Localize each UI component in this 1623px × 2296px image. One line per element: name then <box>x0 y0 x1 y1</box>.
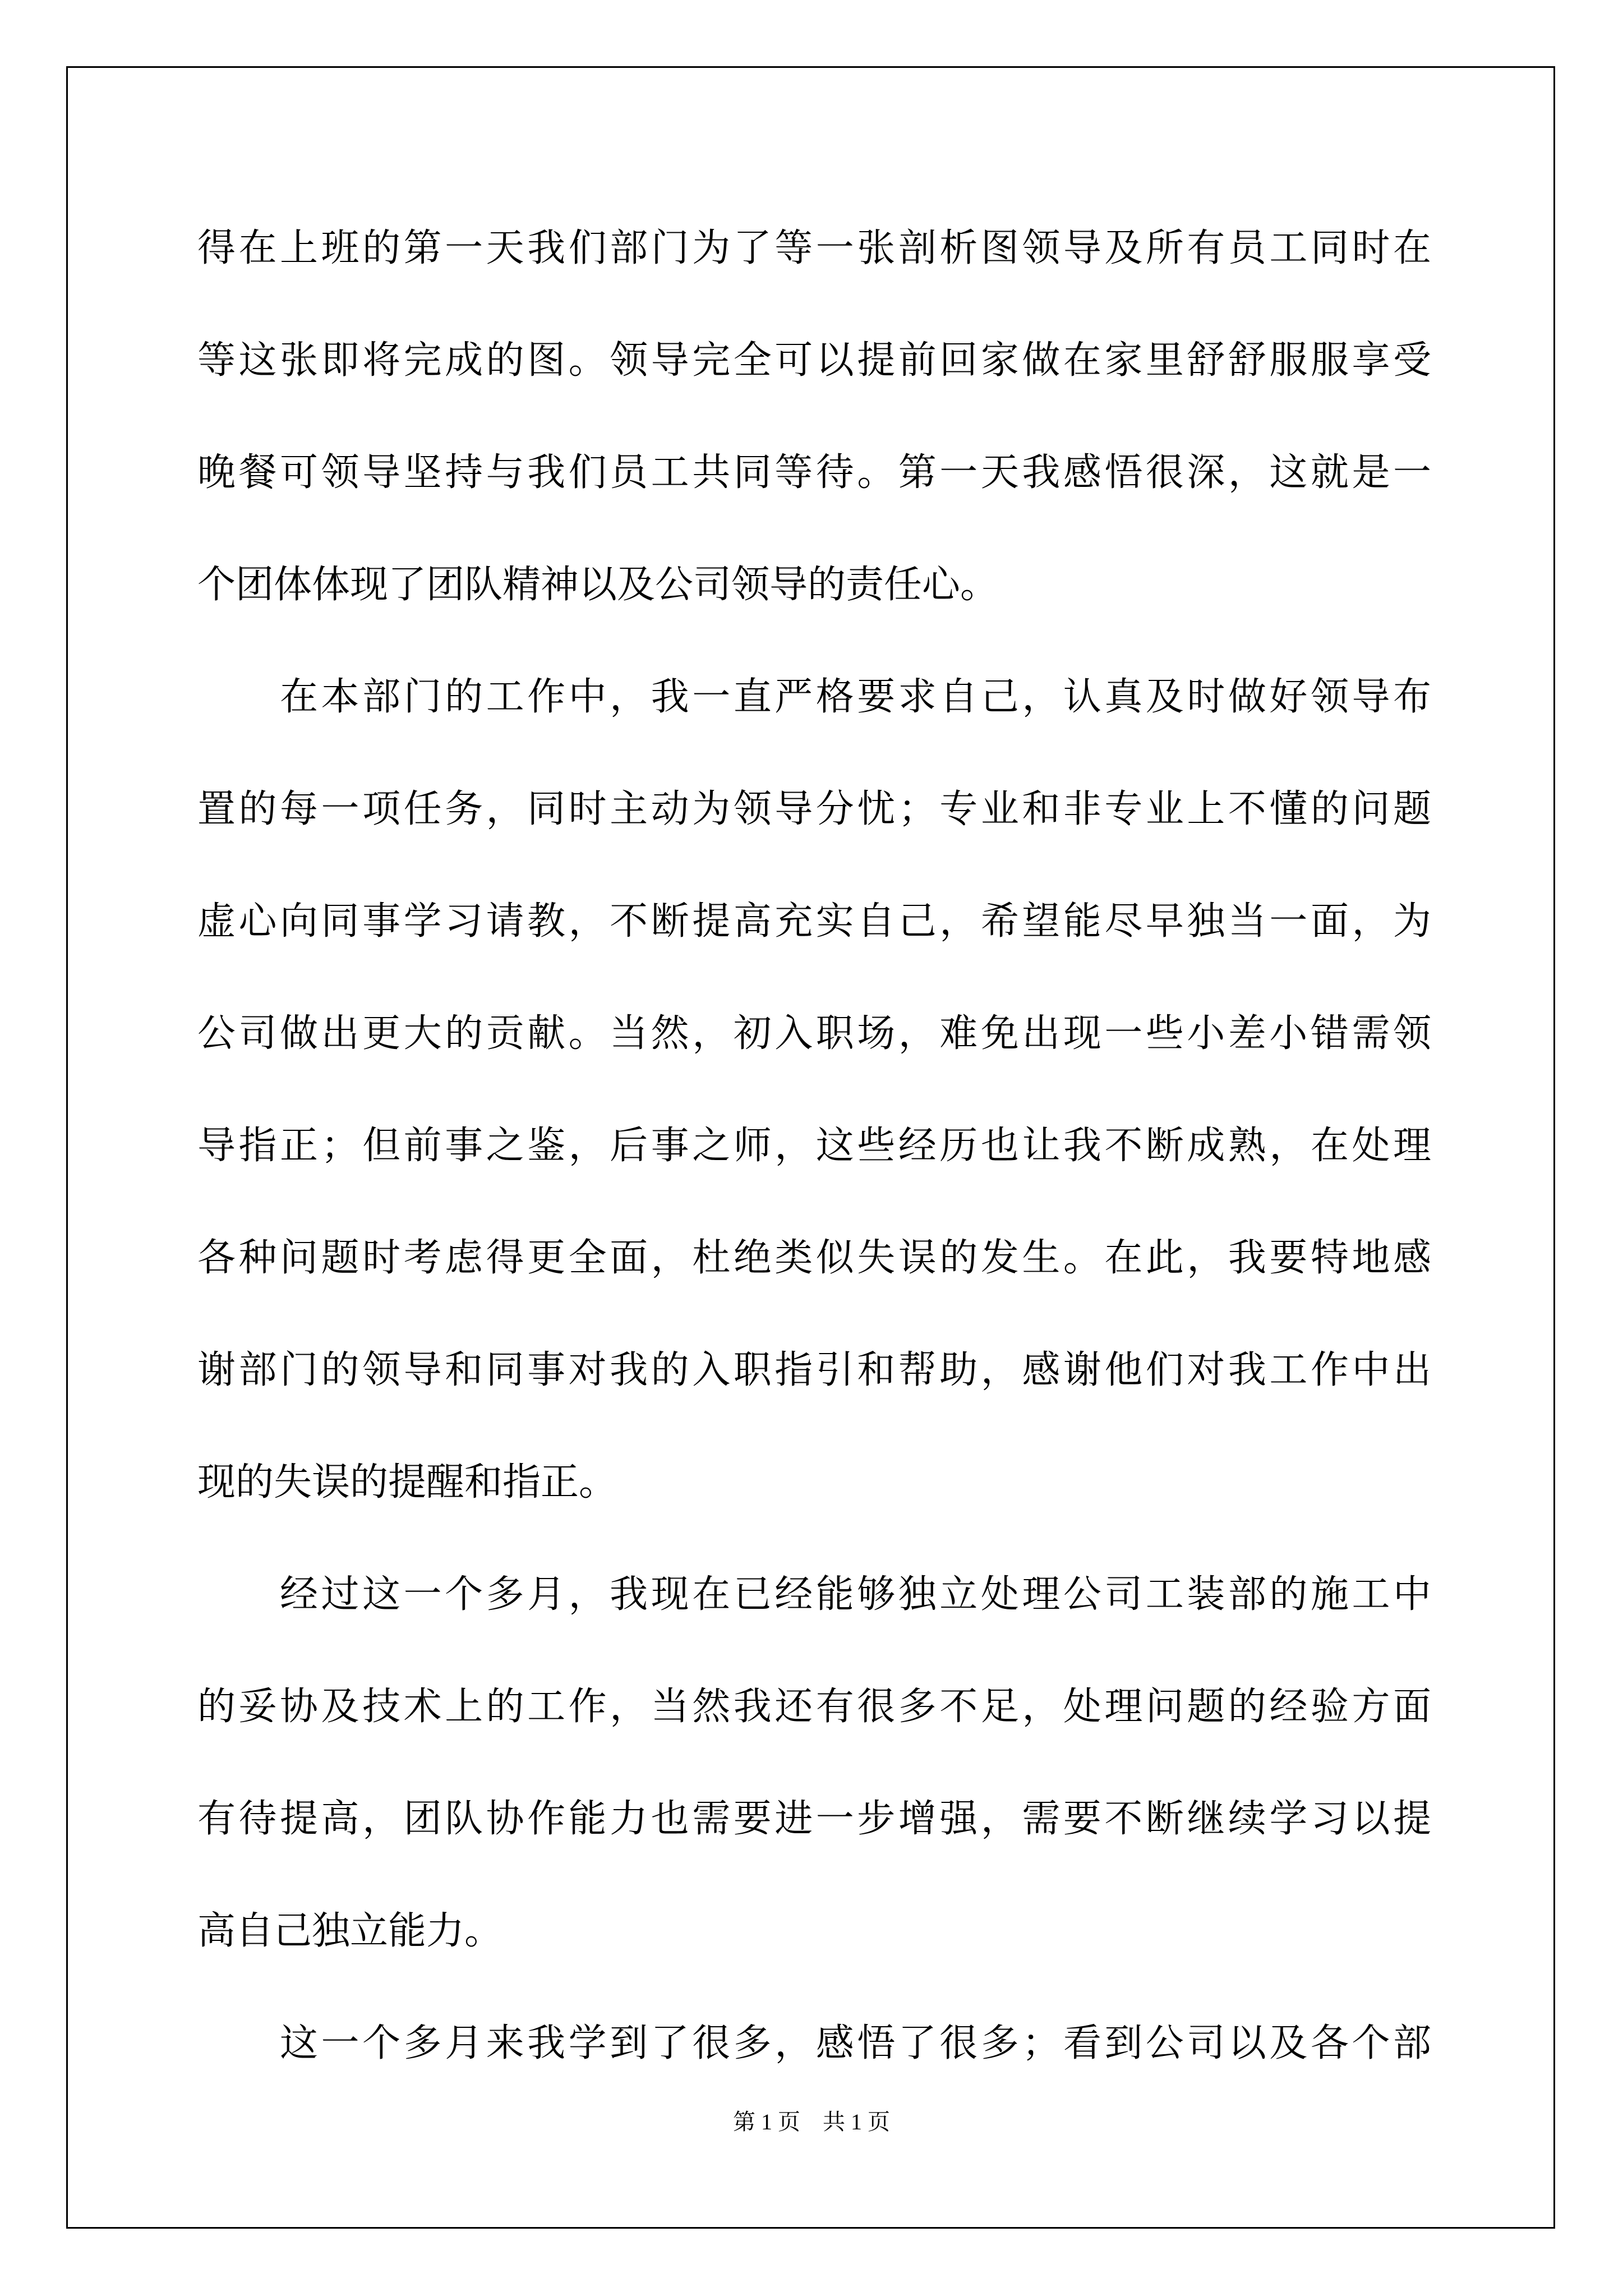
paragraph-line: 现的失误的提醒和指正。 <box>197 1460 617 1504</box>
paragraph-line: 虚心向同事学习请教，不断提高充实自己，希望能尽早独当一面，为 <box>197 899 1431 944</box>
paragraph-line: 等这张即将完成的图。领导完全可以提前回家做在家里舒舒服服享受 <box>197 338 1431 383</box>
paragraph-line: 导指正；但前事之鉴，后事之师，这些经历也让我不断成熟，在处理 <box>197 1124 1431 1168</box>
paragraph-line: 这一个多月来我学到了很多，感悟了很多；看到公司以及各个部 <box>197 2021 1431 2065</box>
paragraph-line: 的妥协及技术上的工作，当然我还有很多不足，处理问题的经验方面 <box>197 1685 1431 1729</box>
paragraph-line: 各种问题时考虑得更全面，杜绝类似失误的发生。在此，我要特地感 <box>197 1236 1431 1280</box>
page-number-footer: 第 1 页 共 1 页 <box>733 2109 890 2134</box>
paragraph-line: 公司做出更大的贡献。当然，初入职场，难免出现一些小差小错需领 <box>197 1011 1431 1056</box>
paragraph-line: 高自己独立能力。 <box>197 1909 503 1953</box>
paragraph-line: 谢部门的领导和同事对我的入职指引和帮助，感谢他们对我工作中出 <box>197 1348 1431 1392</box>
paragraph-line: 置的每一项任务，同时主动为领导分忧；专业和非专业上不懂的问题 <box>197 787 1431 831</box>
paragraph-line: 晚餐可领导坚持与我们员工共同等待。第一天我感悟很深，这就是一 <box>197 450 1431 495</box>
paragraph-line: 经过这一个多月，我现在已经能够独立处理公司工装部的施工中 <box>197 1572 1431 1617</box>
paragraph-line: 个团体体现了团队精神以及公司领导的责任心。 <box>197 563 999 607</box>
paragraph-line: 有待提高，团队协作能力也需要进一步增强，需要不断继续学习以提 <box>197 1797 1431 1841</box>
paragraph-line: 在本部门的工作中，我一直严格要求自己，认真及时做好领导布 <box>197 675 1431 719</box>
paragraph-line: 得在上班的第一天我们部门为了等一张剖析图领导及所有员工同时在 <box>197 226 1431 270</box>
